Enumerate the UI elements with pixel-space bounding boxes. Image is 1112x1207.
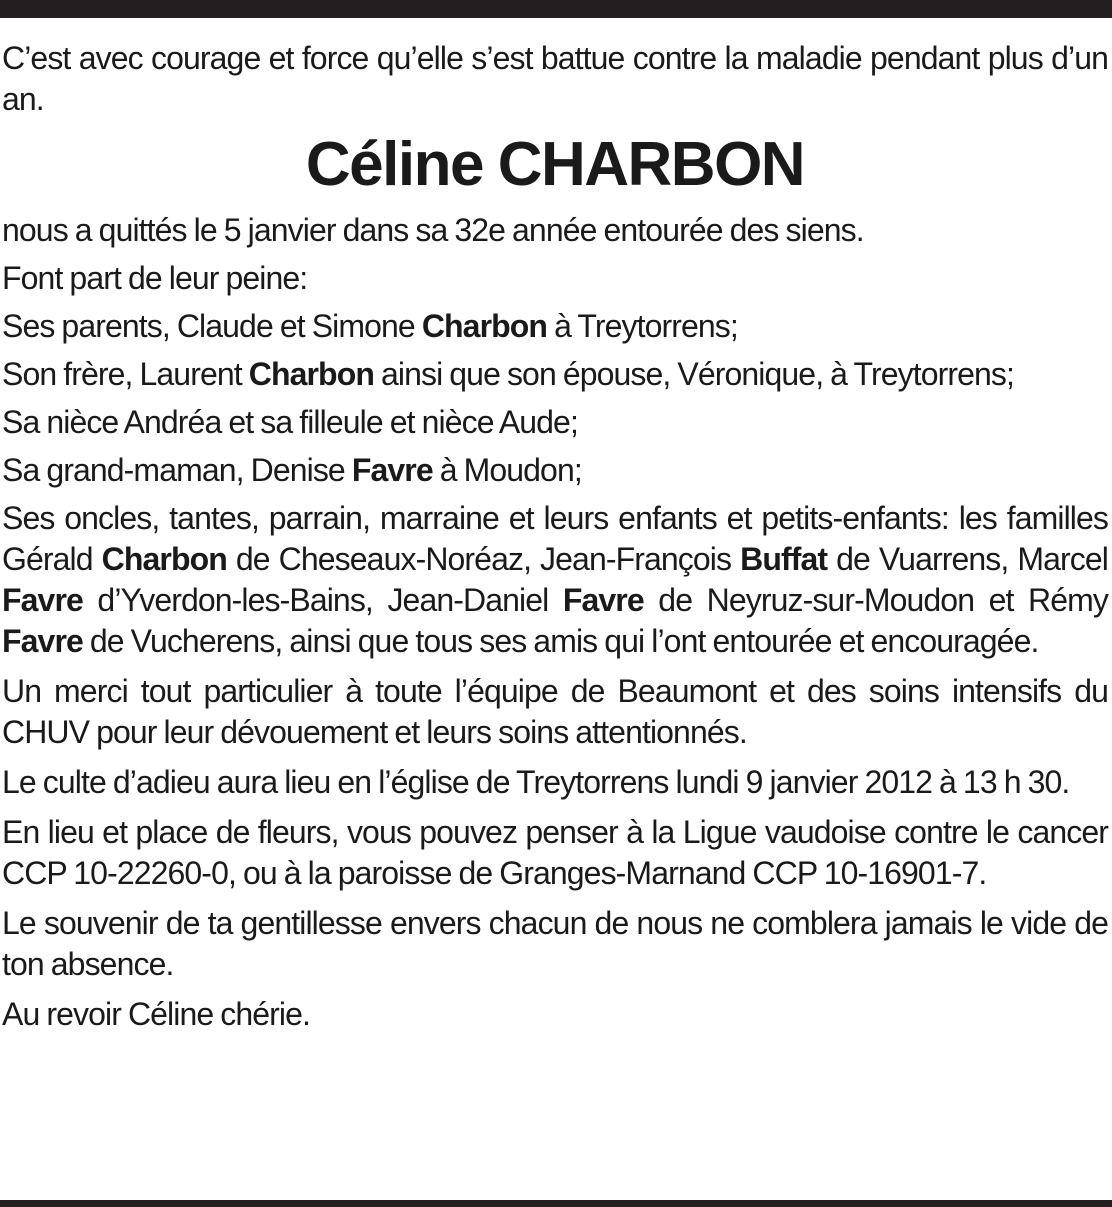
- bottom-rule: [0, 1200, 1112, 1207]
- family-nieces: Sa nièce Andréa et sa filleule et nièce Aude;: [2, 404, 578, 440]
- surname: Charbon: [421, 308, 548, 344]
- farewell-line: Au revoir Céline chérie.: [2, 996, 310, 1032]
- font-part-line: Font part de leur peine:: [2, 260, 308, 296]
- top-rule: [0, 0, 1112, 18]
- surname: Buffat: [740, 541, 828, 577]
- surname: Favre: [562, 582, 644, 618]
- surname: Favre: [2, 623, 83, 659]
- family-relatives: Ses oncles, tantes, parrain, marraine et leurs enfants et petits-enfants: les familles Gérald Charbon de Cheseaux-Noréaz, Jean-François Buffat de Vuarrens, Marcel Favre d’Yverdon-les-Bains, Jean-Daniel Favre de Neyruz-sur-Moudon et Rémy Favre de Vucherens, ainsi que tous ses amis qui l’ont entourée et encouragée.: [2, 500, 1108, 659]
- surname: Favre: [351, 452, 433, 488]
- family-brother: Son frère, Laurent Charbon ainsi que son épouse, Véronique, à Treytorrens;: [2, 356, 1014, 392]
- passing-line: nous a quittés le 5 janvier dans sa 32e année entourée des siens.: [2, 212, 864, 248]
- surname: Favre: [2, 582, 83, 618]
- intro-paragraph: C’est avec courage et force qu’elle s’est battue contre la maladie pendant plus d’un an.: [2, 40, 1108, 117]
- family-grandmother: Sa grand-maman, Denise Favre à Moudon;: [2, 452, 582, 488]
- deceased-name: Céline CHARBON: [305, 130, 805, 199]
- thanks-paragraph: Un merci tout particulier à toute l’équipe de Beaumont et des soins intensifs du CHUV pour leur dévouement et leurs soins attentionnés.: [2, 673, 1108, 750]
- memory-paragraph: Le souvenir de ta gentillesse envers chacun de nous ne comblera jamais le vide de ton absence.: [2, 905, 1108, 982]
- surname: Charbon: [101, 541, 227, 577]
- donations-paragraph: En lieu et place de fleurs, vous pouvez penser à la Ligue vaudoise contre le cancer CCP 10-22260-0, ou à la paroisse de Granges-Marnand CCP 10-16901-7.: [2, 814, 1108, 891]
- surname: Charbon: [248, 356, 374, 392]
- family-parents: Ses parents, Claude et Simone Charbon à Treytorrens;: [2, 308, 738, 344]
- service-paragraph: Le culte d’adieu aura lieu en l’église de Treytorrens lundi 9 janvier 2012 à 13 h 30.: [2, 764, 1070, 800]
- obituary-notice: [2, 38, 1108, 1035]
